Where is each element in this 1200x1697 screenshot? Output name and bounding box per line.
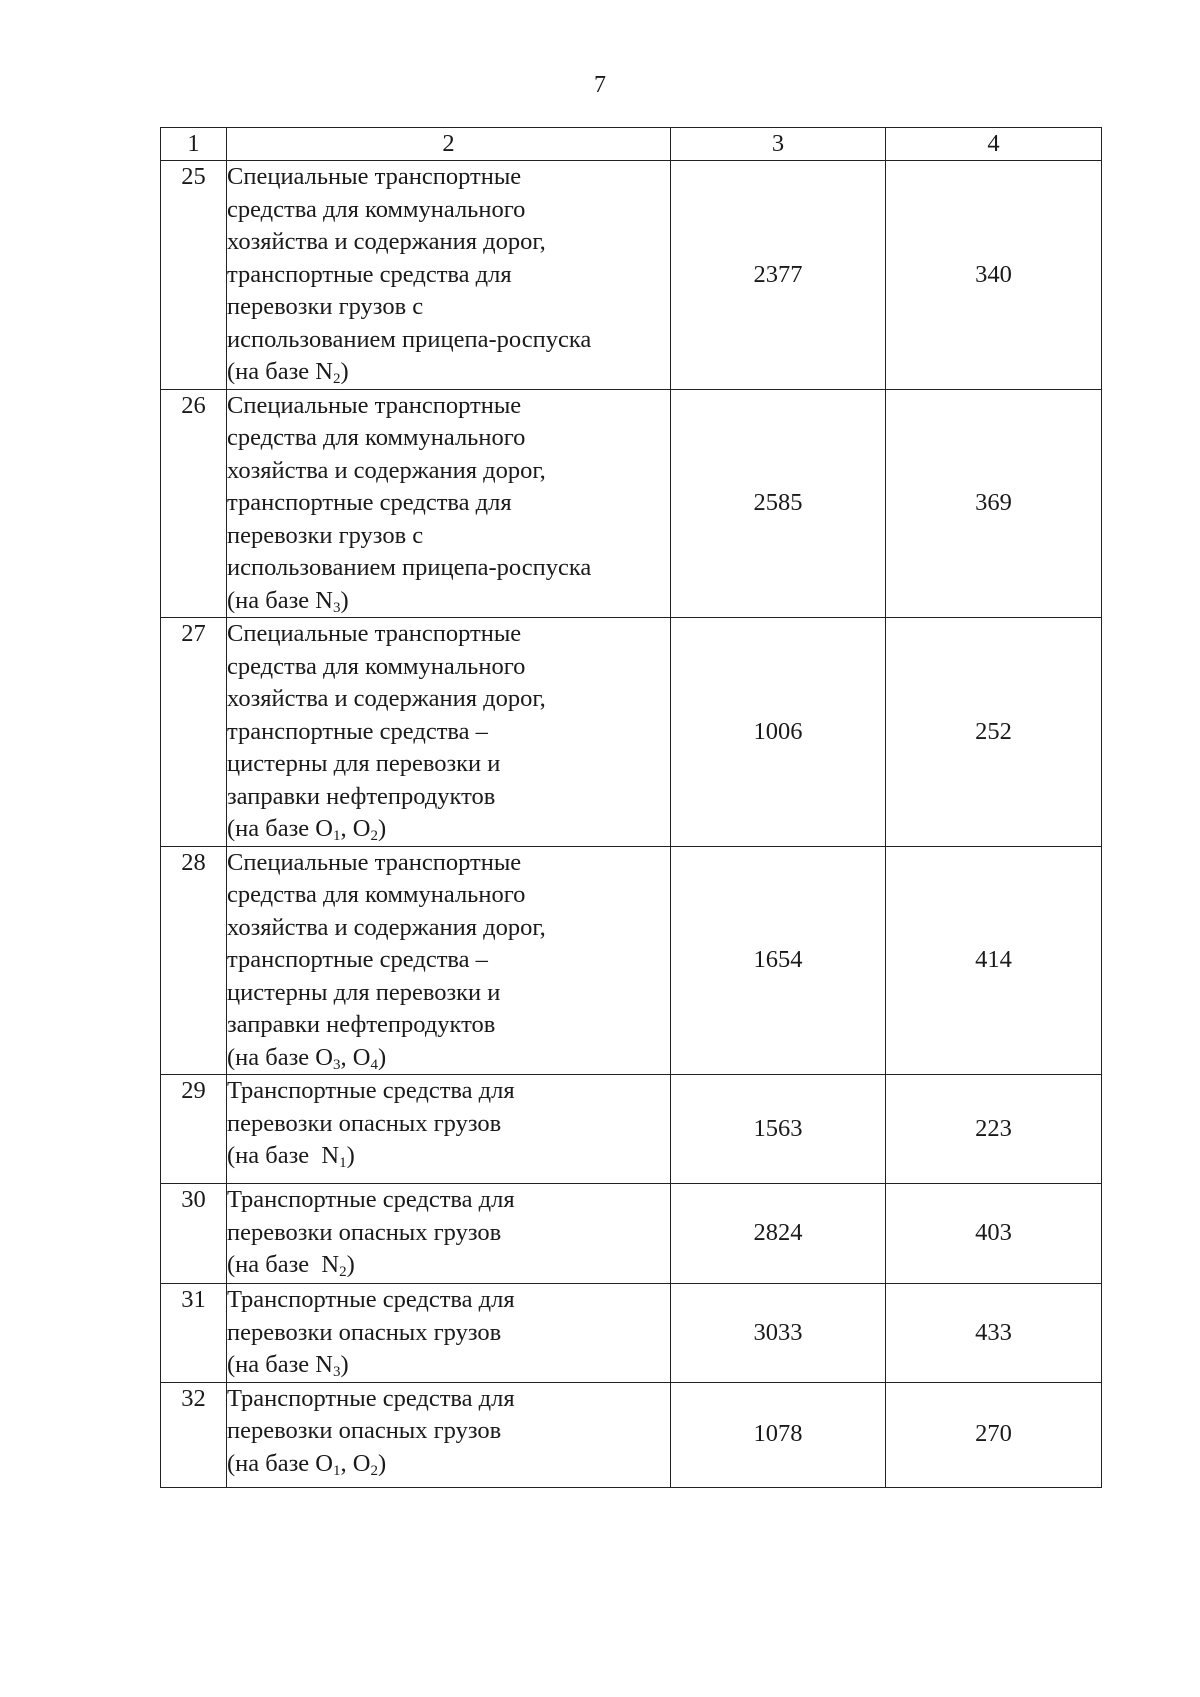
row-description [227, 846, 671, 1075]
column-header-2: 2 [227, 128, 671, 161]
table-row [161, 618, 1102, 847]
base-subscript: 2 [333, 371, 341, 387]
base-prefix: (на базе [227, 586, 316, 614]
description-line: транспортные средства для [227, 260, 512, 288]
base-subscript: 3 [333, 1056, 341, 1073]
column-header-1: 1 [161, 128, 227, 161]
table-row [161, 1184, 1102, 1284]
description-line: заправки нефтепродуктов [227, 1011, 496, 1038]
value-column-3: 1006 [671, 618, 886, 847]
base-designation [227, 1349, 670, 1382]
base-suffix: ) [346, 1142, 355, 1169]
value-column-3: 1078 [671, 1382, 886, 1487]
value-column-4: 433 [886, 1284, 1102, 1383]
base-prefix: (на базе [227, 1142, 322, 1169]
description-line: хозяйства и содержания дорог, [227, 913, 546, 941]
row-number: 29 [161, 1075, 227, 1184]
base-letter: O [352, 1449, 371, 1477]
description-line: Транспортные средства для [227, 1077, 515, 1104]
base-letter: O [315, 815, 333, 842]
description-line: Транспортные средства для [227, 1186, 515, 1213]
row-description [227, 1184, 671, 1284]
base-suffix: ) [340, 586, 349, 614]
description-line: перевозки опасных грузов [227, 1109, 502, 1137]
table-row [161, 161, 1102, 390]
base-letter: N [315, 586, 333, 614]
base-subscript: 2 [339, 1264, 347, 1280]
value-column-4: 252 [886, 618, 1102, 847]
description-line: Специальные транспортные [227, 620, 522, 647]
description-line: хозяйства и содержания дорог, [227, 685, 546, 712]
value-column-4: 414 [886, 846, 1102, 1075]
description-line: Специальные транспортные [227, 391, 522, 419]
data-table [160, 127, 1102, 1488]
description-line: Специальные транспортные [227, 163, 522, 190]
description-line: транспортные средства – [227, 946, 488, 973]
row-number: 32 [161, 1382, 227, 1487]
description-line: перевозки грузов с [227, 293, 424, 320]
value-column-3: 1563 [671, 1075, 886, 1184]
base-designation: (на базе $O_1$, $O_2$) [227, 815, 387, 844]
description-line: средства для коммунального [227, 424, 526, 451]
description-line: хозяйства и содержания дорог, [227, 228, 546, 255]
table-row [161, 846, 1102, 1075]
value-column-3: 1654 [671, 846, 886, 1075]
base-suffix: ) [340, 358, 349, 385]
description-line: средства для коммунального [227, 652, 526, 680]
row-description [227, 1075, 671, 1184]
row-number: 30 [161, 1184, 227, 1284]
row-description [227, 1382, 671, 1487]
description-line: перевозки опасных грузов [227, 1417, 502, 1444]
base-prefix: (на базе [227, 815, 316, 842]
table-body [161, 161, 1102, 1488]
column-header-4: 4 [886, 128, 1102, 161]
description-line: использованием прицепа-роспуска [227, 554, 592, 581]
description-line: транспортные средства для [227, 489, 512, 516]
value-column-4: 223 [886, 1075, 1102, 1184]
value-column-4: 270 [886, 1382, 1102, 1487]
base-prefix: (на базе [227, 1043, 316, 1071]
row-description [227, 1284, 671, 1383]
base-subscript: 3 [333, 599, 341, 616]
table-header-row [161, 128, 1102, 161]
base-designation: (на базе $O_3$, $O_4$) [227, 1043, 387, 1073]
value-column-3: 2585 [671, 389, 886, 618]
value-column-4: 369 [886, 389, 1102, 618]
base-prefix: (на базе [227, 1251, 322, 1278]
description-line: заправки нефтепродуктов [227, 782, 496, 810]
value-column-4: 403 [886, 1184, 1102, 1284]
description-line: цистерны для перевозки и [227, 978, 501, 1006]
base-letter: O [352, 815, 371, 842]
description-line: хозяйства и содержания дорог, [227, 456, 546, 484]
base-suffix: ) [377, 815, 387, 842]
description-line: цистерны для перевозки и [227, 750, 501, 777]
base-letter: N [315, 358, 333, 385]
base-letter: N [321, 1142, 340, 1169]
column-header-3: 3 [671, 128, 886, 161]
base-prefix: (на базе [227, 1351, 316, 1378]
base-subscript: 2 [370, 828, 378, 844]
row-description [227, 618, 671, 847]
base-subscript: 2 [370, 1462, 378, 1479]
base-prefix: (на базе [227, 1449, 316, 1477]
value-column-4: 340 [886, 161, 1102, 390]
row-number: 31 [161, 1284, 227, 1383]
description-line: Транспортные средства для [227, 1384, 515, 1412]
description-line: перевозки грузов с [227, 521, 424, 549]
base-designation [227, 356, 670, 389]
base-suffix: ) [377, 1449, 387, 1477]
base-designation: (на базе $O_1$, $O_2$) [227, 1449, 387, 1479]
base-suffix: ) [346, 1251, 355, 1278]
description-line: перевозки опасных грузов [227, 1218, 502, 1246]
description-line: перевозки опасных грузов [227, 1318, 502, 1346]
base-designation [227, 585, 670, 618]
value-column-3: 3033 [671, 1284, 886, 1383]
value-column-3: 2377 [671, 161, 886, 390]
row-number: 27 [161, 618, 227, 847]
base-subscript: 3 [333, 1364, 341, 1380]
base-letter: O [352, 1043, 371, 1071]
base-letter: O [315, 1449, 333, 1477]
base-suffix: ) [340, 1351, 349, 1378]
value-column-3: 2824 [671, 1184, 886, 1284]
base-subscript: 4 [370, 1056, 378, 1073]
base-designation [227, 1140, 670, 1173]
row-description [227, 161, 671, 390]
base-designation [227, 1249, 670, 1282]
base-prefix: (на базе [227, 358, 316, 385]
table-row [161, 1382, 1102, 1487]
base-letter: N [315, 1351, 333, 1378]
table-row [161, 1075, 1102, 1184]
row-number: 28 [161, 846, 227, 1075]
base-suffix: ) [377, 1043, 387, 1071]
base-subscript: 1 [339, 1155, 347, 1171]
description-line: Транспортные средства для [227, 1286, 515, 1313]
base-subscript: 1 [333, 1462, 341, 1479]
description-line: средства для коммунального [227, 195, 526, 223]
description-line: транспортные средства – [227, 717, 488, 745]
base-letter: N [321, 1251, 340, 1278]
base-subscript: 1 [333, 828, 341, 844]
row-description [227, 389, 671, 618]
description-line: Специальные транспортные [227, 848, 522, 876]
table-row [161, 389, 1102, 618]
page-number: 7 [594, 72, 606, 98]
base-letter: O [315, 1043, 333, 1071]
row-number: 25 [161, 161, 227, 390]
description-line: использованием прицепа-роспуска [227, 325, 592, 353]
row-number: 26 [161, 389, 227, 618]
table-row [161, 1284, 1102, 1383]
description-line: средства для коммунального [227, 881, 526, 908]
